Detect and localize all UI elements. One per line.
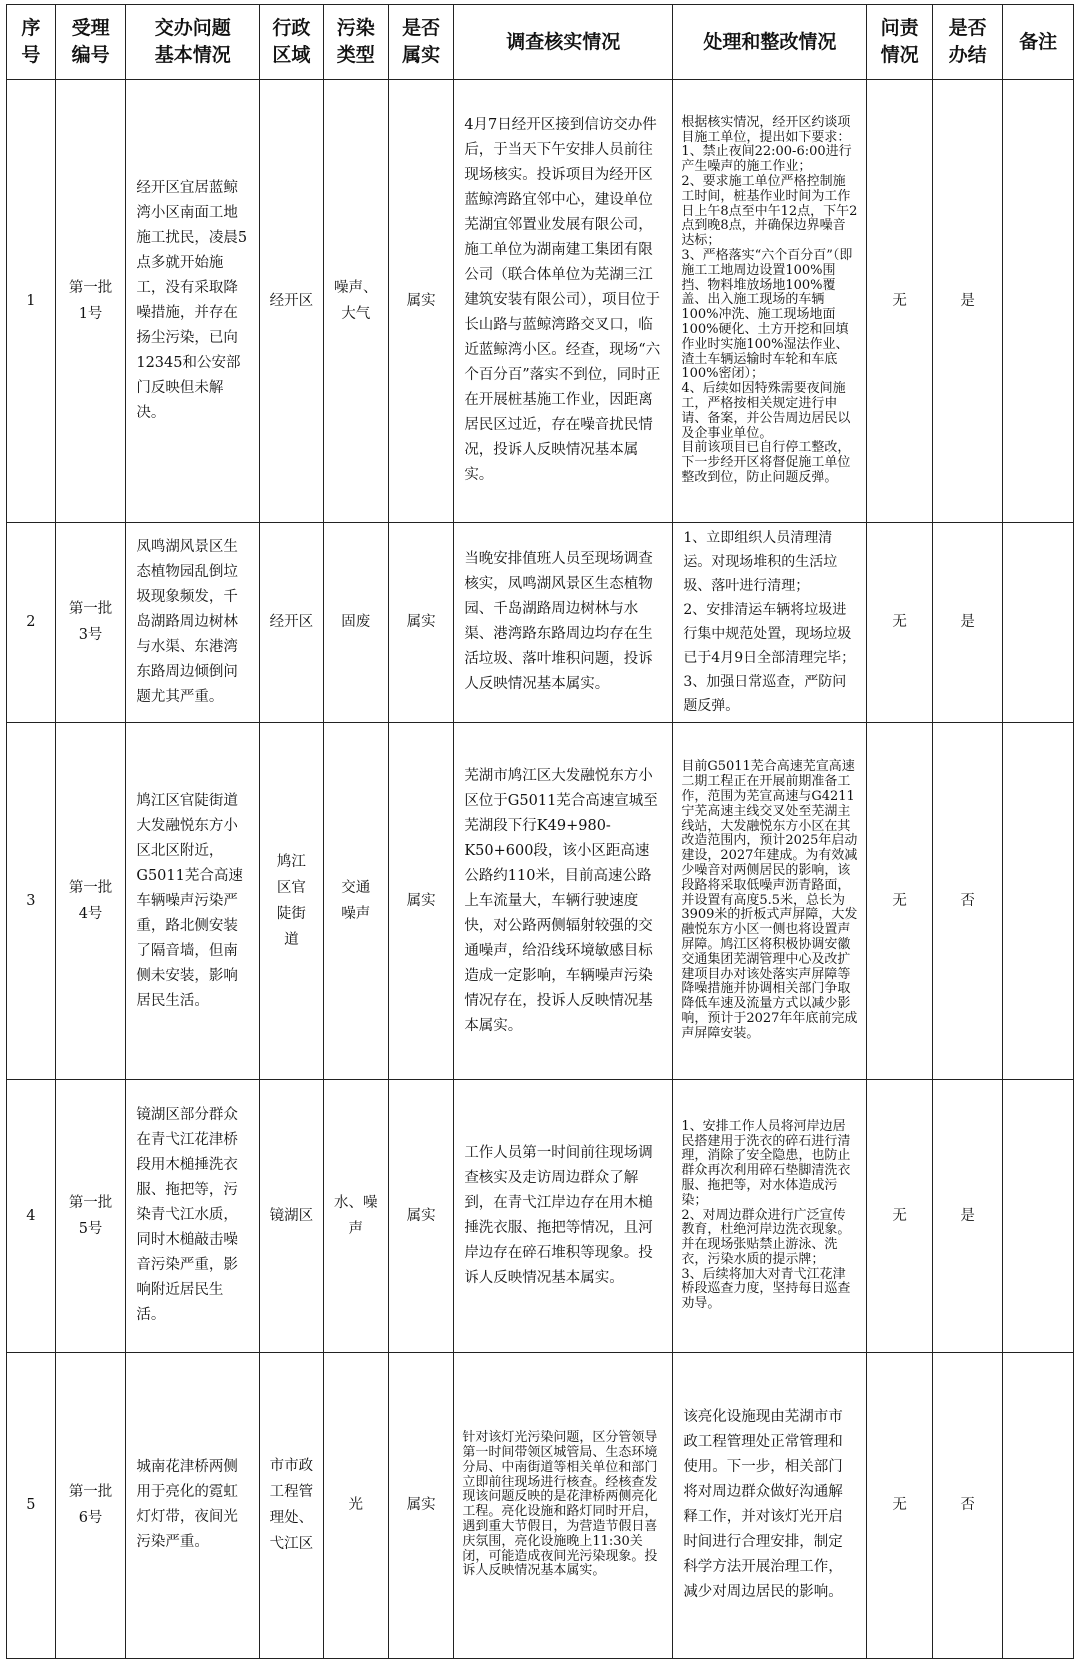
- cell-closed: 是: [932, 1080, 1003, 1352]
- cell-closed: 是: [932, 80, 1003, 523]
- cell-region: 市市政 工程管 理处、 弋江区: [260, 1352, 323, 1658]
- table-row: [7, 1080, 1074, 1352]
- cell-code: 第一批 3号: [55, 522, 126, 722]
- cell-closed: 是: [932, 522, 1003, 722]
- cell-remark: [1003, 522, 1074, 722]
- cell-problem: 镜湖区部分群众在青弋江花津桥段用木槌捶洗衣服、拖把等，污染青弋江水质，同时木槌敲击噪音污染严重，影响附近居民生活。: [126, 1080, 260, 1352]
- header-region: 行政 区域: [260, 5, 323, 80]
- header-closed: 是否 办结: [932, 5, 1003, 80]
- table-row: [7, 522, 1074, 722]
- cell-code: 第一批 5号: [55, 1080, 126, 1352]
- cell-problem: 城南花津桥两侧用于亮化的霓虹灯灯带，夜间光污染严重。: [126, 1352, 260, 1658]
- cell-code: 第一批 4号: [55, 722, 126, 1079]
- cell-investigation: 针对该灯光污染问题，区分管领导第一时间带领区城管局、生态环境分局、中南街道等相关单位和部门立即前往现场进行核查。经核查发现该问题反映的是花津桥两侧亮化工程。亮化设施和路灯同时开启，遇到重大节假日，为营造节假日喜庆氛围，亮化设施晚上11:30关闭，可能造成夜间光污染现象。投诉人反映情况基本属实。: [454, 1352, 673, 1658]
- cell-handling: 该亮化设施现由芜湖市市政工程管理处正常管理和使用。下一步，相关部门将对周边群众做好沟通解释工作，并对该灯光开启时间进行合理安排，制定科学方法开展治理工作，减少对周边居民的影响。: [673, 1352, 867, 1658]
- header-accountability: 问责 情况: [867, 5, 932, 80]
- cell-no: 2: [7, 522, 56, 722]
- cell-no: 5: [7, 1352, 56, 1658]
- cell-accountability: 无: [867, 522, 932, 722]
- table-row: [7, 722, 1074, 1079]
- cell-no: 3: [7, 722, 56, 1079]
- cell-remark: [1003, 1352, 1074, 1658]
- header-problem: 交办问题 基本情况: [126, 5, 260, 80]
- cell-region: 经开区: [260, 80, 323, 523]
- header-remark: 备注: [1003, 5, 1074, 80]
- cell-investigation: 工作人员第一时间前往现场调查核实及走访周边群众了解到，在青弋江岸边存在用木槌捶洗衣服、拖把等情况，且河岸边存在碎石堆积等现象。投诉人反映情况基本属实。: [454, 1080, 673, 1352]
- cell-remark: [1003, 1080, 1074, 1352]
- cell-region: 鸠江 区官 陡街 道: [260, 722, 323, 1079]
- cell-true: 属实: [388, 522, 453, 722]
- cell-investigation: 当晚安排值班人员至现场调查核实，凤鸣湖风景区生态植物园、千岛湖路周边树林与水渠、港湾路东路周边均存在生活垃圾、落叶堆积问题，投诉人反映情况基本属实。: [454, 522, 673, 722]
- cell-handling: 目前G5011芜合高速芜宣高速二期工程正在开展前期准备工作，范围为芜宣高速与G4211宁芜高速主线交叉处至芜湖主线站，大发融悦东方小区在其改造范围内，预计2025年启动建设，2027年建成。为有效减少噪音对两侧居民的影响，该段路将采取低噪声沥青路面，并设置有高度5.5米，总长为3909米的折板式声屏障，大发融悦东方小区一侧也将设置声屏障。鸠江区将积极协调安徽交通集团芜湖管理中心及改扩建项目办对该处落实声屏障等降噪措施并协调相关部门争取降低车速及流量方式以减少影响，预计于2027年年底前完成声屏障安装。: [673, 722, 867, 1079]
- complaint-table: [6, 4, 1074, 1659]
- cell-type: 固废: [323, 522, 388, 722]
- cell-problem: 经开区宜居蓝鲸湾小区南面工地施工扰民，凌晨5点多就开始施工，没有采取降噪措施，并存在扬尘污染，已向12345和公安部门反映但未解决。: [126, 80, 260, 523]
- cell-remark: [1003, 722, 1074, 1079]
- cell-type: 水、噪 声: [323, 1080, 388, 1352]
- header-handling: 处理和整改情况: [673, 5, 867, 80]
- cell-closed: 否: [932, 722, 1003, 1079]
- cell-true: 属实: [388, 1080, 453, 1352]
- header-row: [7, 5, 1074, 80]
- cell-remark: [1003, 80, 1074, 523]
- cell-code: 第一批 6号: [55, 1352, 126, 1658]
- header-investigation: 调查核实情况: [454, 5, 673, 80]
- cell-closed: 否: [932, 1352, 1003, 1658]
- cell-true: 属实: [388, 1352, 453, 1658]
- cell-code: 第一批 1号: [55, 80, 126, 523]
- cell-true: 属实: [388, 80, 453, 523]
- cell-accountability: 无: [867, 80, 932, 523]
- cell-type: 光: [323, 1352, 388, 1658]
- cell-investigation: 芜湖市鸠江区大发融悦东方小区位于G5011芜合高速宣城至芜湖段下行K49+980-K50+600段，该小区距高速公路约110米，目前高速公路上车流量大，车辆行驶速度快，对公路两侧辐射较强的交通噪声，给沿线环境敏感目标造成一定影响，车辆噪声污染情况存在，投诉人反映情况基本属实。: [454, 722, 673, 1079]
- cell-true: 属实: [388, 722, 453, 1079]
- cell-no: 1: [7, 80, 56, 523]
- cell-problem: 凤鸣湖风景区生态植物园乱倒垃圾现象频发，千岛湖路周边树林与水渠、东港湾东路周边倾倒问题尤其严重。: [126, 522, 260, 722]
- table-row: [7, 1352, 1074, 1658]
- header-code: 受理 编号: [55, 5, 126, 80]
- header-no: 序 号: [7, 5, 56, 80]
- cell-investigation: 4月7日经开区接到信访交办件后，于当天下午安排人员前往现场核实。投诉项目为经开区蓝鲸湾路宜邻中心，建设单位芜湖宜邻置业发展有限公司，施工单位为湖南建工集团有限公司（联合体单位为芜湖三江建筑安装有限公司），项目位于长山路与蓝鲸湾路交叉口，临近蓝鲸湾小区。经查，现场“六个百分百”落实不到位，同时正在开展桩基施工作业，因距离居民区过近，存在噪音扰民情况，投诉人反映情况基本属实。: [454, 80, 673, 523]
- cell-problem: 鸠江区官陡街道大发融悦东方小区北区附近，G5011芜合高速车辆噪声污染严重，路北侧安装了隔音墙，但南侧未安装，影响居民生活。: [126, 722, 260, 1079]
- cell-accountability: 无: [867, 1352, 932, 1658]
- cell-type: 交通 噪声: [323, 722, 388, 1079]
- cell-handling: 1、安排工作人员将河岸边居民搭建用于洗衣的碎石进行清理，消除了安全隐患，也防止群众再次利用碎石垫脚清洗衣服、拖把等，对水体造成污染； 2、对周边群众进行广泛宣传教育，杜绝河岸边洗衣现象。并在现场张贴禁止游泳、洗衣，污染水质的提示牌； 3、后续将加大对青弋江花津桥段巡查力度，坚持每日巡查劝导。: [673, 1080, 867, 1352]
- header-type: 污染 类型: [323, 5, 388, 80]
- table-row: [7, 80, 1074, 523]
- cell-handling: 根据核实情况，经开区约谈项目施工单位，提出如下要求： 1、禁止夜间22:00-6:00进行产生噪声的施工作业； 2、要求施工单位严格控制施工时间，桩基作业时间为工作日上午8点至中午12点，下午2点到晚8点，并确保边界噪音达标； 3、严格落实“六个百分百”（即施工工地周边设置100%围挡、物料堆放场地100%覆盖、出入施工现场的车辆100%冲洗、施工现场地面100%硬化、土方开挖和回填作业时实施100%湿法作业、渣土车辆运输时车轮和车底100%密闭）； 4、后续如因特殊需要夜间施工，严格按相关规定进行申请、备案，并公告周边居民以及企事业单位。 目前该项目已自行停工整改，下一步经开区将督促施工单位整改到位，防止问题反弹。: [673, 80, 867, 523]
- cell-region: 镜湖区: [260, 1080, 323, 1352]
- cell-accountability: 无: [867, 1080, 932, 1352]
- cell-type: 噪声、 大气: [323, 80, 388, 523]
- cell-accountability: 无: [867, 722, 932, 1079]
- header-true: 是否 属实: [388, 5, 453, 80]
- cell-no: 4: [7, 1080, 56, 1352]
- cell-handling: 1、立即组织人员清理清运。对现场堆积的生活垃圾、落叶进行清理； 2、安排清运车辆将垃圾进行集中规范处置，现场垃圾已于4月9日全部清理完毕； 3、加强日常巡查，严防问题反弹。: [673, 522, 867, 722]
- cell-region: 经开区: [260, 522, 323, 722]
